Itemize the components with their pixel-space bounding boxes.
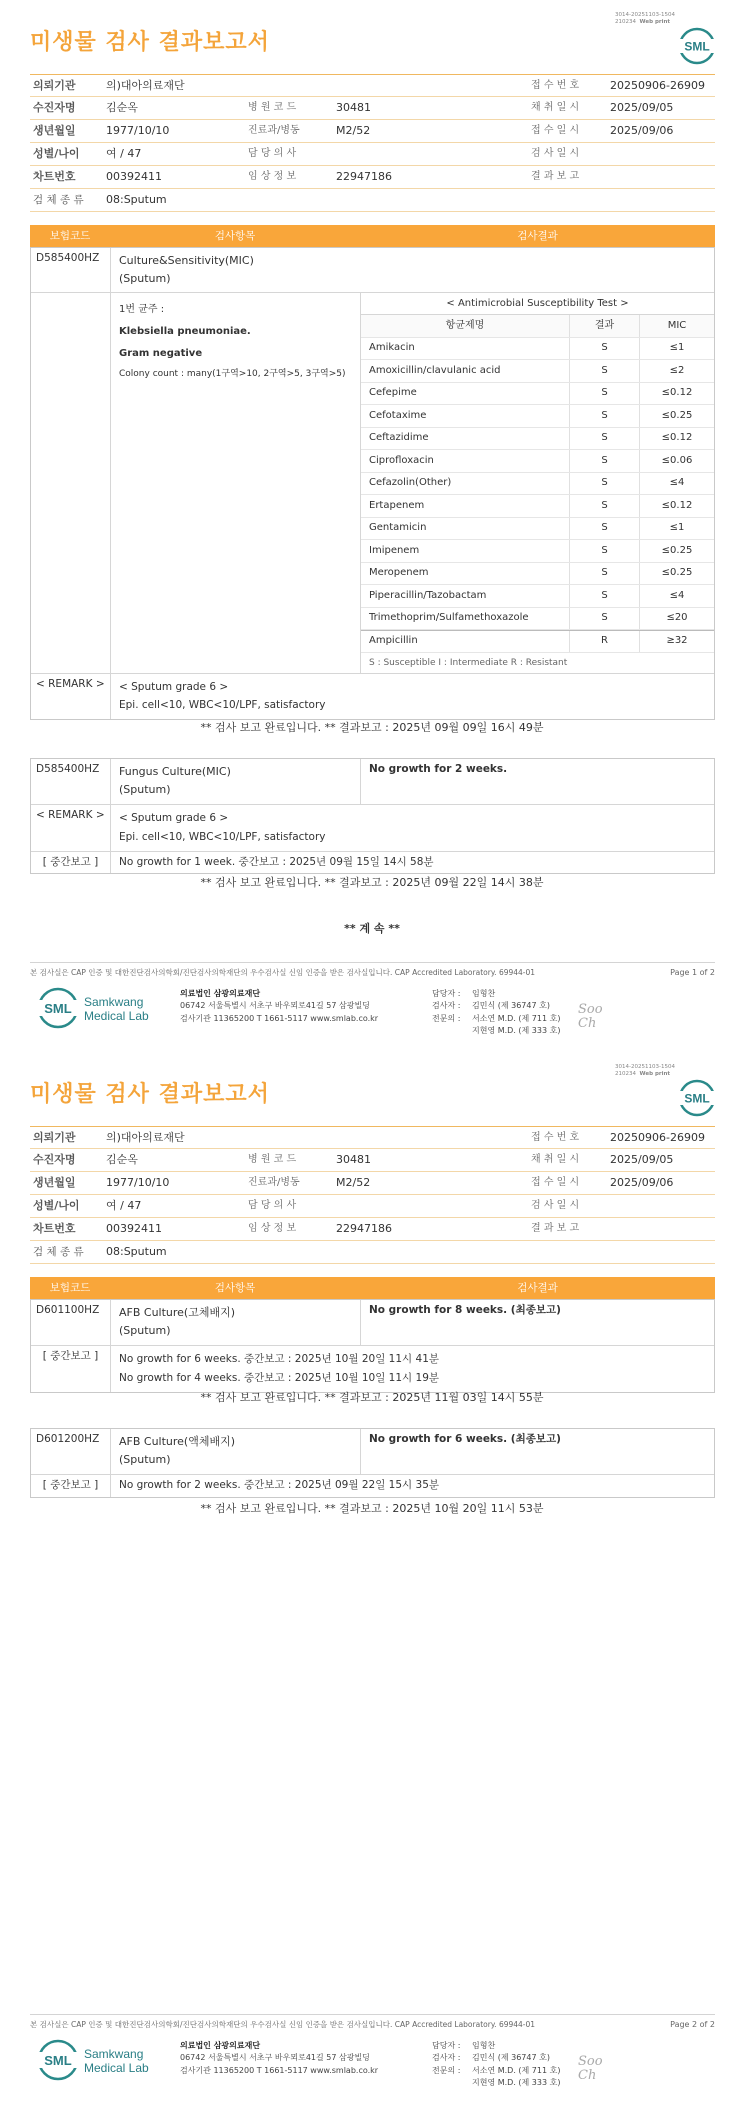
antibiotic-row (361, 495, 714, 518)
antibiotic-row (361, 540, 714, 563)
results-table-header: 보험코드 검사항목 검사결과 (30, 225, 715, 247)
svg-text:SML: SML (684, 39, 710, 54)
antibiotic-result: S (569, 540, 639, 562)
antibiotic-result: R (569, 631, 639, 652)
signatories: 담당자 : 임형찬 검사자 : 김민식 (제 36747 호) 전문의 : 서소연 M.D. (제 711 호) 지현영 M.D. (제 333 호) (432, 2041, 561, 2088)
sml-logo (677, 1078, 717, 1118)
results-table-header: 보험코드 검사항목 검사결과 (30, 1277, 715, 1299)
patient-info-table: 의뢰기관 의)대아의료재단 접 수 번 호 20250906-26909 수진자명 김순옥 병 원 코 드 30481 채 취 일 시 2025/09/05 생년월일 1977/10/10 진료과/병동 M2/52 접 수 일 시 2025/09/06 성별/나이 여 / 47 담 당 의 사 검 사 일 시 차트번호 00392411 임 상 정 보 22947186 결 과 보 고 검 체 종 류 08:Sputum (30, 74, 715, 212)
web-print-stamp: 3014-20251103-1504 210234 Web print (615, 12, 675, 25)
antibiotic-row (361, 360, 714, 383)
signature-scribble: Soo Ch (578, 1002, 603, 1032)
antibiotic-mic: ≤0.25 (639, 540, 714, 562)
antibiotic-name: Amoxicillin/clavulanic acid (369, 364, 501, 376)
sml-logo (677, 26, 717, 66)
afb-liquid-culture-block: D601200HZ AFB Culture(액체배지) (Sputum) No growth for 6 weeks. (최종보고) [ 중간보고 ] No growth for 2 weeks. 중간보고 : 2025년 09월 22일 15시 35분 (30, 1428, 715, 1498)
antibiotic-mic: ≤2 (639, 360, 714, 382)
antibiotic-result: S (569, 360, 639, 382)
footer-notice: 본 검사실은 CAP 인증 및 대한진단검사의학회/진단검사의학재단의 우수검사실 신임 인증을 받은 검사실입니다. CAP Accredited Laboratory. 69944-01 Page 1 of 2 (30, 962, 715, 978)
antibiotic-result: S (569, 495, 639, 517)
antibiotic-name: Ceftazidime (369, 432, 429, 444)
antibiotic-result: S (569, 405, 639, 427)
antibiotic-mic: ≤0.25 (639, 563, 714, 585)
culture-sensitivity-block: D585400HZ Culture&Sensitivity(MIC) (Sputum) 1번 균주 : Klebsiella pneumoniae. Gram negative Colony count : many(1구역>10, 2구역>5, 3구역>5) < Antimicrobial Susceptibility Test > 항균제명 결과 MIC Amikacin S ≤1 Amoxicillin/clavulanic acid S ≤2 Cefepime S ≤0.12 Cefotaxime S ≤0.25 Ceftazidime S ≤0.12 Ciprofloxacin S ≤0.06 Cefazolin(Other) S ≤4 Ertapenem S ≤0.12 Gentamicin S ≤1 Imipenem S ≤0.25 Meropenem S ≤0.25 Piperacillin/Tazobactam S ≤4 Trimethoprim/Sulfamethoxazole S ≤20 Ampicillin R ≥32 S : Susceptible I : Intermediate R : Resistant < REMARK > < Sputum grade 6 > Epi. cell<10, WBC<10/LPF, satisfactory (30, 247, 715, 720)
antibiotic-name: Ciprofloxacin (369, 454, 434, 466)
antibiotic-row (361, 563, 714, 586)
svg-text:Samkwang: Samkwang (84, 2047, 144, 2061)
antibiotic-row (361, 518, 714, 541)
antibiotic-mic: ≤20 (639, 608, 714, 630)
antibiotic-mic: ≤1 (639, 518, 714, 540)
antibiotic-mic: ≤1 (639, 338, 714, 360)
lab-address: 의료법인 삼광의료재단 06742 서울특별시 서초구 바우뫼로41길 57 삼광빌딩 검사기관 11365200 T 1661-5117 www.smlab.co.kr (180, 2041, 379, 2075)
antibiotic-name: Ampicillin (369, 635, 418, 647)
antibiotic-mic: ≥32 (639, 631, 714, 652)
antibiotic-row (361, 630, 714, 653)
antibiotic-mic: ≤0.06 (639, 450, 714, 472)
antibiotic-result: S (569, 563, 639, 585)
antibiotic-row (361, 428, 714, 451)
samkwang-logo (36, 985, 156, 1031)
report-complete-note: ** 검사 보고 완료입니다. ** 결과보고 : 2025년 09월 09일 16시 49분 (200, 721, 544, 734)
continued-note: ** 계 속 ** (344, 922, 400, 935)
antibiotic-result: S (569, 428, 639, 450)
report-complete-note: ** 검사 보고 완료입니다. ** 결과보고 : 2025년 10월 20일 11시 53분 (200, 1502, 544, 1515)
svg-text:Medical Lab: Medical Lab (84, 1009, 149, 1023)
antibiotic-row (361, 338, 714, 361)
antibiotic-row (361, 585, 714, 608)
report-complete-note: ** 검사 보고 완료입니다. ** 결과보고 : 2025년 11월 03일 14시 55분 (200, 1391, 544, 1404)
antibiotic-name: Amikacin (369, 342, 415, 354)
antibiotic-name: Imipenem (369, 544, 420, 556)
signature-scribble: Soo Ch (578, 2054, 603, 2084)
susceptibility-legend: S : Susceptible I : Intermediate R : Resistant (369, 657, 568, 668)
footer-notice: 본 검사실은 CAP 인증 및 대한진단검사의학회/진단검사의학재단의 우수검사실 신임 인증을 받은 검사실입니다. CAP Accredited Laboratory. 69944-01 Page 2 of 2 (30, 2014, 715, 2030)
antibiotic-result: S (569, 473, 639, 495)
antibiotic-result: S (569, 608, 639, 630)
svg-text:SML: SML (684, 1091, 710, 1106)
report-title: 미생물 검사 결과보고서 (30, 1082, 270, 1107)
remark-label: < REMARK > (31, 674, 111, 720)
antibiotic-name: Cefepime (369, 387, 417, 399)
antibiotic-row (361, 405, 714, 428)
antibiotic-result: S (569, 450, 639, 472)
susceptibility-table: < Antimicrobial Susceptibility Test > 항균제명 결과 MIC Amikacin S ≤1 Amoxicillin/clavulanic acid S ≤2 Cefepime S ≤0.12 Cefotaxime S ≤0.25 Ceftazidime S ≤0.12 Ciprofloxacin S ≤0.06 Cefazolin(Other) S ≤4 Ertapenem S ≤0.12 Gentamicin S ≤1 Imipenem S ≤0.25 Meropenem S ≤0.25 Piperacillin/Tazobactam S ≤4 Trimethoprim/Sulfamethoxazole S ≤20 Ampicillin R ≥32 S : Susceptible I : Intermediate R : Resistant (361, 293, 714, 673)
antibiotic-result: S (569, 518, 639, 540)
antibiotic-row (361, 450, 714, 473)
antibiotic-mic: ≤0.25 (639, 405, 714, 427)
antibiotic-row (361, 608, 714, 631)
antibiotic-mic: ≤0.12 (639, 495, 714, 517)
antibiotic-result: S (569, 585, 639, 607)
antibiotic-name: Gentamicin (369, 522, 427, 534)
report-title: 미생물 검사 결과보고서 (30, 30, 270, 55)
patient-info-table: 의뢰기관 의)대아의료재단 접 수 번 호 20250906-26909 수진자명 김순옥 병 원 코 드 30481 채 취 일 시 2025/09/05 생년월일 1977/10/10 진료과/병동 M2/52 접 수 일 시 2025/09/06 성별/나이 여 / 47 담 당 의 사 검 사 일 시 차트번호 00392411 임 상 정 보 22947186 결 과 보 고 검 체 종 류 08:Sputum (30, 1126, 715, 1264)
antibiotic-mic: ≤4 (639, 585, 714, 607)
lab-address: 의료법인 삼광의료재단 06742 서울특별시 서초구 바우뫼로41길 57 삼광빌딩 검사기관 11365200 T 1661-5117 www.smlab.co.kr (180, 989, 379, 1023)
signatories: 담당자 : 임형찬 검사자 : 김민식 (제 36747 호) 전문의 : 서소연 M.D. (제 711 호) 지현영 M.D. (제 333 호) (432, 989, 561, 1036)
antibiotic-result: S (569, 338, 639, 360)
antibiotic-name: Trimethoprim/Sulfamethoxazole (369, 612, 529, 624)
antibiotic-name: Meropenem (369, 567, 429, 579)
antibiotic-row (361, 473, 714, 496)
svg-text:SML: SML (44, 1001, 72, 1016)
svg-text:Samkwang: Samkwang (84, 995, 144, 1009)
svg-text:SML: SML (44, 2053, 72, 2068)
fungus-culture-block: D585400HZ Fungus Culture(MIC) (Sputum) No growth for 2 weeks. < REMARK > < Sputum grade 6 > Epi. cell<10, WBC<10/LPF, satisfactory [ 중간보고 ] No growth for 1 week. 중간보고 : 2025년 09월 15일 14시 58분 (30, 758, 715, 874)
antibiotic-name: Cefazolin(Other) (369, 477, 452, 489)
samkwang-logo (36, 2037, 156, 2083)
antibiotic-name: Ertapenem (369, 499, 425, 511)
report-complete-note: ** 검사 보고 완료입니다. ** 결과보고 : 2025년 09월 22일 14시 38분 (200, 876, 544, 889)
web-print-stamp: 3014-20251103-1504 210234 Web print (615, 1064, 675, 1077)
antibiotic-mic: ≤0.12 (639, 383, 714, 405)
organism-info: 1번 균주 : Klebsiella pneumoniae. Gram negative Colony count : many(1구역>10, 2구역>5, 3구역>5) (111, 293, 361, 673)
antibiotic-mic: ≤0.12 (639, 428, 714, 450)
afb-solid-culture-block: D601100HZ AFB Culture(고체배지) (Sputum) No growth for 8 weeks. (최종보고) [ 중간보고 ] No growth for 6 weeks. 중간보고 : 2025년 10월 20일 11시 41분 No growth for 4 weeks. 중간보고 : 2025년 10월 10일 11시 19분 (30, 1299, 715, 1393)
svg-text:Medical Lab: Medical Lab (84, 2061, 149, 2075)
antibiotic-name: Cefotaxime (369, 409, 427, 421)
antibiotic-mic: ≤4 (639, 473, 714, 495)
antibiotic-result: S (569, 383, 639, 405)
antibiotic-row (361, 383, 714, 406)
report-page-2 (0, 1052, 744, 2104)
antibiotic-name: Piperacillin/Tazobactam (369, 589, 487, 601)
